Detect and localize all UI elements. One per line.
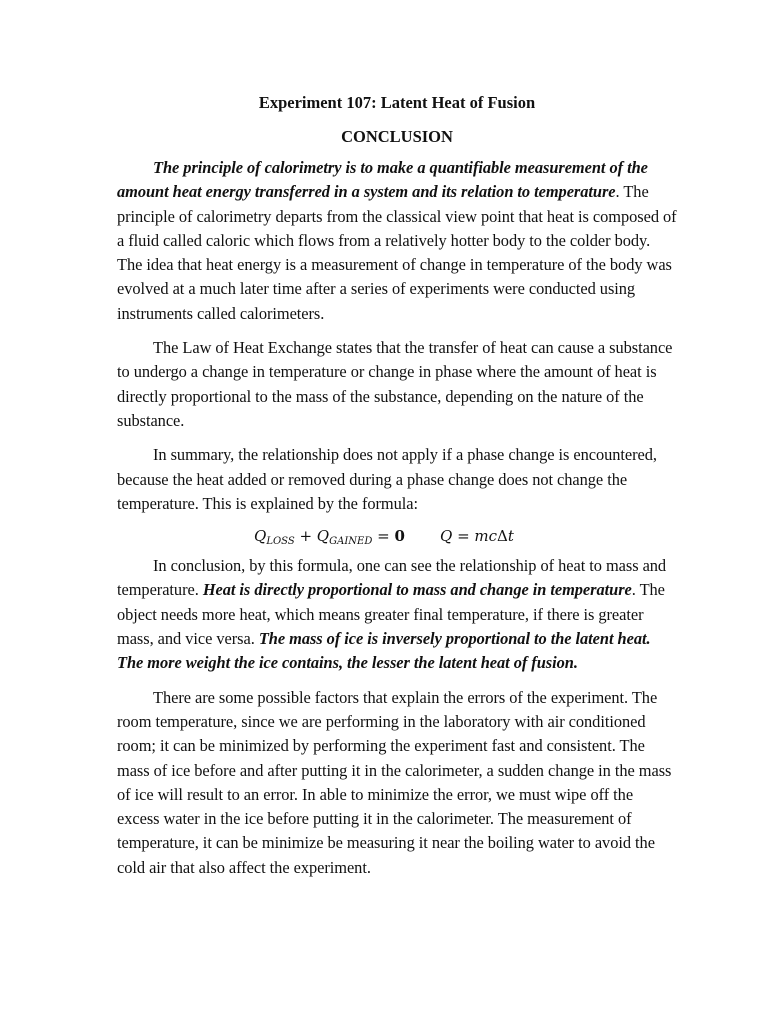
document-title: Experiment 107: Latent Heat of Fusion xyxy=(258,93,536,112)
paragraph-conclusion-text-2: . The object needs more heat, which means greater final temperature, if there is greater mass, and vice versa. xyxy=(117,580,665,649)
paragraph-errors: There are some possible factors that explain the errors of the experiment. The room temperature, since we are performing in the laboratory with air conditioned room; it can be minimized by performing the experiment fast and consistent. The mass of ice before and after putting it in the calorimeter, a sudden change in the mass of ice will result to an error. In able to minimize the error, we must wipe off the excess water in the ice before putting it in the calorimeter. The measurement of temperature, it can be minimize be measuring it near the boiling water to avoid the cold air that also affect the experiment. xyxy=(117,687,672,877)
paragraph-conclusion-emphasis-2: The mass of ice is inversely proportional to the latent heat. The more weight the ice contains, the lesser the latent heat of fusion. xyxy=(117,629,651,673)
paragraph-calorimetry-emphasis: The principle of calorimetry is to make a quantifiable measurement of the amount heat energy transferred in a system and its relation to temperature xyxy=(117,158,648,202)
formula-block xyxy=(117,524,677,554)
paragraph-conclusion xyxy=(117,554,677,675)
formula-q: Q xyxy=(440,527,453,546)
paragraph-calorimetry xyxy=(117,156,677,326)
formula-q-gained: Q xyxy=(316,527,330,546)
formula-zero: 0 xyxy=(394,527,405,546)
paragraph-heat-exchange: The Law of Heat Exchange states that the transfer of heat can cause a substance to undergo a change in temperature or change in phase where the amount of heat is directly proportional to the mass of the substance, depending on the nature of the substance. xyxy=(117,338,673,430)
formula-loss-subscript: LOSS xyxy=(266,536,295,548)
formula-heat-balance xyxy=(254,527,405,547)
paragraph-summary: In summary, the relationship does not apply if a phase change is encountered, because the heat added or removed during a phase change does not change the temperature. This is explained by the formula: xyxy=(117,445,657,513)
formula-heat-equation xyxy=(440,527,514,545)
formula-gained-subscript: GAINED xyxy=(329,536,373,548)
formula-t: t xyxy=(507,527,514,546)
formula-mc: mc xyxy=(474,527,498,546)
formula-q-loss: Q xyxy=(254,527,267,546)
paragraph-calorimetry-text: . The principle of calorimetry departs from the classical view point that heat is composed of a fluid called caloric which flows from a relatively hotter body to the colder body. The idea that heat energy is a measurement of change in temperature of the body was evolved at a much later time after a series of experiments were conducted using instruments called calorimeters. xyxy=(117,182,677,323)
formula-equals-2: = xyxy=(452,527,475,546)
formula-equals: = xyxy=(372,527,395,546)
formula-delta: Δ xyxy=(497,527,508,546)
section-heading: CONCLUSION xyxy=(341,127,453,146)
document-page xyxy=(117,91,677,880)
paragraph-conclusion-emphasis-1: Heat is directly proportional to mass and change in temperature xyxy=(202,580,632,600)
paragraph-conclusion-text-1: In conclusion, by this formula, one can see the relationship of heat to mass and temperature. xyxy=(117,556,667,600)
formula-plus: + xyxy=(294,527,317,546)
